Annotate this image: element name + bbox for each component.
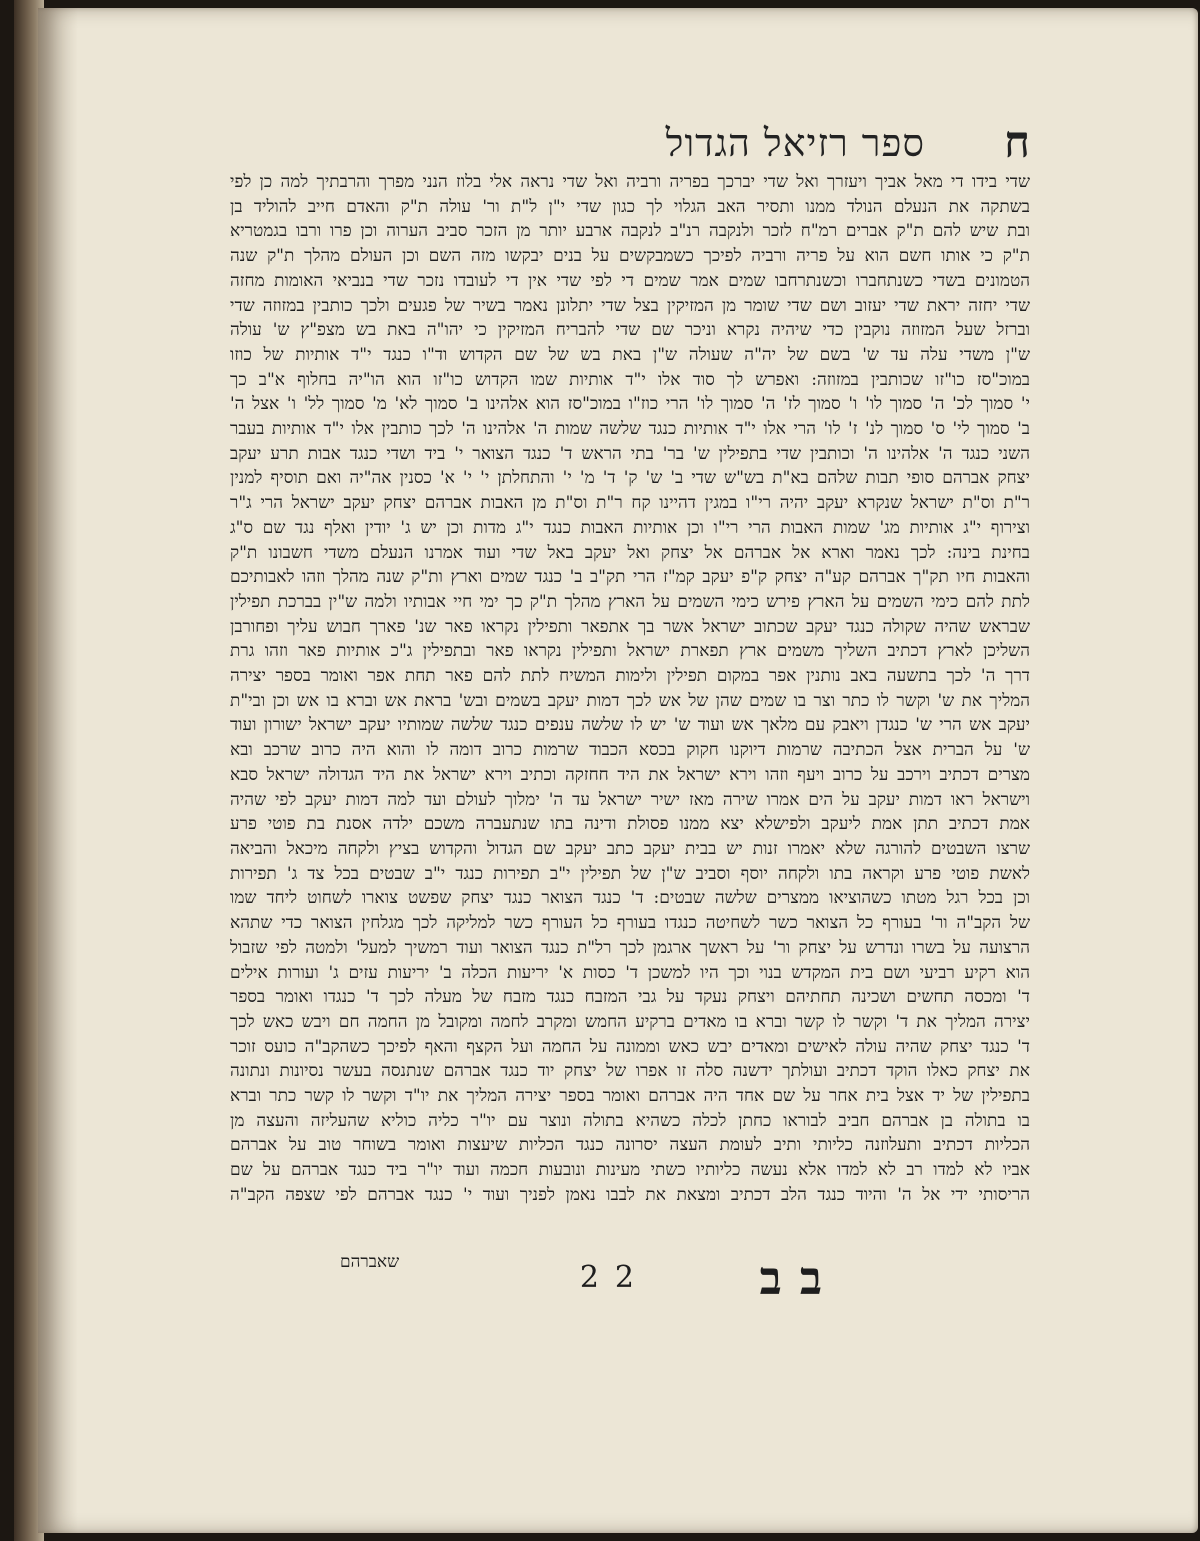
text-line: השליכן לארץ דכתיב השליך משמים ארץ תפארת ישראל ותפילין נקראו פאר ובתפילין ג"כ אותיות פאר וזהו גרת	[230, 641, 1030, 662]
text-line: וישראל ראו דמות יעקב על הים אמרו שירה מאז ישיר ישראל עד ה' ימלוך לעולם ועד למה דמות יעקב לפי שהיה	[230, 789, 1030, 810]
text-line: המליך את ש' וקשר לו כתר וצר בו שמים שהן של אש לכך דמות יעקב בשמים ובש' בראת אש וברא בו אש וכן ובי"ת	[230, 690, 1030, 711]
text-line: ש"ן משדי עלה עד ש' בשם של יה"ה שעולה ש"ן באת בש של שם הקדוש וד"ו כנגד י"ד אותיות של כוזו	[230, 344, 1030, 365]
text-line: הכליות דכתיב ותעלוזנה כליותי ותיב לעומת העצה יסרונה כנגד הכליות שיעצות ואומר בשוחר טוב על אברהם	[230, 1135, 1030, 1156]
text-line: יצירה המליך את ד' וקשר לו קשר וברא בו מאדים ברקיע החמש ומקרב לחמה ומקובל מן החמה חם ויבש כאש לכך	[230, 1011, 1030, 1032]
text-line: שרצו השבטים להורגה שלא יאמרו זנות יש בבית יעקב כתב יעקב שם הגדול והקדוש בציץ ולקחה מיכאל והביאה	[230, 838, 1030, 859]
text-line: בתפילין של יד אצל בית אחר על שם אחד היה אברהם ואומר בספר יצירה המליך את יו"ד וקשר לו קשר כתר וברא	[230, 1086, 1030, 1107]
text-line: השני כנגד ה' אלהינו ה' וכותבין שדי בתפילין ש' בר' בתי הראש ד' כנגד הצואר י' ביד ושדי כנגד אבות תרע יעקב	[230, 443, 1030, 464]
text-line: אמת דכתיב תתן אמת ליעקב ולפישלא יצא ממנו פסולת ודינה בתו שנתעברה משכם ילדה אסנת בת פוטי פרע	[230, 814, 1030, 835]
main-text-block	[230, 170, 1030, 1280]
text-line: ד' ומכסה תחשים ושכינה תחתיהם ויצחק נעקד על גבי המזבח כנגד מזבח של מעלה לכך ד' כנגדו ואומר בספר	[230, 987, 1030, 1008]
text-line: ב' סמוך לי' ס' סמוך לנ' ז' לו' הרי אלו י"ד אותיות כנגד שלשה שמות ה' אלהינו ה' לכך כותבין אלו י"ד אותיות בעבר	[230, 419, 1030, 440]
text-line: שדי יחזה יראת שדי יעזוב ושם שדי שומר מן המזיקין בצל שדי יתלונן נאמר בשיר של פגעים ולכך כותבין במזוזה שדי	[230, 295, 1030, 316]
text-line: בו בתולה בן אברהם חביב לבוראו כחתן לכלה כשהיא בתולה ונוצר עם יו"ר כליה כוליא שהעליזה והעצה מן	[230, 1110, 1030, 1131]
text-line: של הקב"ה ור' בעורף כל הצואר כשר לשחיטה כנגדו בעורף כל העורף כשר למליקה לכך מגלחין הצואר כדי שתהא	[230, 913, 1030, 934]
text-line: וברזל שעל המזוזה נוקבין כדי שיהיה נקרא וניכר שם שדי להבריח המזיקין כי יהו"ה באת בש מצפ"ץ ש' עולה	[230, 320, 1030, 341]
text-line: ש' על הברית אצל הכתיבה שרמות דיוקנו חקוק בכסא הכבוד שרמות כרוב דומה לו והוא היה כרוב שרכב ובא	[230, 740, 1030, 761]
text-line: הריסותי ידי אל ה' והיוד כנגד הלב דכתיב ומצאת את לבבו נאמן לפניך ועוד י' כנגד אברהם לפי שצפה הקב"ה	[230, 1184, 1030, 1205]
text-line: במוכ"סז כו"זו שכותבין במזוזה: ואפרש לך סוד אלו י"ד אותיות שמו הקדוש כו"זו הוא הו"יה בחלוף א"ב כך	[230, 369, 1030, 390]
text-line: מצרים דכתיב וירכב על כרוב ויעף וזהו וירא ישראל את היד חחזקה וכתיב וירא ישראל את היד הגדולה ישראל סבא	[230, 764, 1030, 785]
page-number: 22	[579, 1260, 650, 1295]
text-line: ר"ת וס"ת ישראל שנקרא יעקב יהיה רי"ו במגין דהיינו קח ר"ת וס"ת מן האבות אברהם יצחק יעקב ישראל הרי ג"ר	[230, 493, 1030, 514]
text-line: בחינת בינה: לכך נאמר וארא אל אברהם אל יצחק ואל יעקב באל שדי ועוד אמרנו הנעלם משדי חשבונו ת"ק	[230, 542, 1030, 563]
text-line: שבראש שהיה שקולה כנגד יעקב שכתוב ישראל אשר בך אתפאר ותפילין נקראו פאר שנ' פארך חבוש עליך ופחורבן	[230, 616, 1030, 637]
text-line: והאבות חיו תק"ך אברהם קע"ה יצחק ק"פ יעקב קמ"ז הרי תק"ב ב' כנגד שמים וארץ ות"ק שנה מהלך וזהו לאבותיכם	[230, 567, 1030, 588]
text-line: בשתקה את הנעלם הנולד ממנו ותסיר האב הגלוי לך כגון שדי י"ן ל"ת ור' עולה ת"ק והאדם חייב להוליד בן	[230, 196, 1030, 217]
text-line: יצחק אברהם סופי תבות שלהם בא"ת בש"ש שדי ב' ש' ק' ד' מ' י' והתחלתן י' י' א' כסנין אה"יה ואם תוסיף למנין	[230, 468, 1030, 489]
page-footer	[230, 1250, 1030, 1310]
text-line: דרך ה' לכך בתשעה באב נותנין אפר במקום תפילין ולימות המשיח לתת להם פאר תחת אפר ואומר בספר יצירה	[230, 666, 1030, 687]
text-line: הטמונים בשדי כשנתחברו וכשנתרחבו שמים אמר שמים די לפי שדי אין די לעובדו נזכר שדי בנביאי האומות מחזה	[230, 270, 1030, 291]
text-line: לאשת פוטי פרע וקראה בתו ולקחה יוסף וסביב ש"ן של תפילין י"ב תפירות כנגד י"ב שבטים בכל צד ג' תפירות	[230, 863, 1030, 884]
text-line: הרצועה על בשרו ונדרש על יצחק ור' על ראשך ארגמן לכך רל"ת כנגד הצואר ועוד רמשיך למעל' ולמטה לפי שזבול	[230, 937, 1030, 958]
text-line: י' סמוך לכ' ה' סמוך לו' ו' סמוך לז' ה' סמוך לו' הרי כוז"ו במוכ"סז הוא אלהינו ב' סמוך לא' מ' סמוך לל' ו' אצל ה'	[230, 394, 1030, 415]
text-line: הוא רקיע רביעי ושם בית המקדש בנוי וכך היו למשכן ד' כסות א' יריעות הכלה ב' יריעות עזים ג' ועורות אילים	[230, 962, 1030, 983]
text-line: וכן בכל רגל מטתו כשהוציאו ממצרים שלשה שבטים: ד' כנגד הצואר כנגד יצחק שפשט צוארו לשחוט ליחד שמו	[230, 888, 1030, 909]
text-line: ת"ק כי אותו חשם הוא על פריה ורביה לפיכך כשמבקשים על בנים יבקשו מזה השם וכן העולם מהלך ת"ק שנה	[230, 246, 1030, 267]
text-line: יעקב אש הרי ש' כנגדן ויאבק עם מלאך אש ועוד ש' יש לו שלשה ענפים כנגד שלשה שמותיו יעקב ישראל ישורון ועוד	[230, 715, 1030, 736]
book-title: ספר רזיאל הגדול	[665, 121, 925, 165]
text-line: ובת שיש להם ת"ק אברים רמ"ח לזכר ולנקבה רנ"ב לנקבה ארבע יותר מן הזכר סביב הערוה וכן פרו ורבו בגמטריא	[230, 221, 1030, 242]
running-head	[230, 115, 1030, 171]
text-line: וצירוף י"ג אותיות מג' שמות האבות הרי רי"ו וכן אותיות האבות כנגד י"ג מדות וכן יש ג' יודין ואלף נגד שם ס"ג	[230, 517, 1030, 538]
text-line: את יצחק כאלו הוקד דכתיב ועולתך ידשנה סלה זו אפרו של יצחק יוד כנגד אברהם שנתנסה בעשר נסיונות ונתונה	[230, 1061, 1030, 1082]
text-line: לתת להם כימי השמים על הארץ פירש כימי השמים על הארץ מהלך ת"ק כך ימי חיי אבותיו ולמה ש"ין בברכת תפילין	[230, 591, 1030, 612]
text-line: שדי בידו די מאל אביך ויעזרך ואל שדי יברכך בפריה ורביה ואל שדי נראה אלי בלוז הנני מפרך והרבתיך למה כן לפי	[230, 172, 1030, 192]
folio-letter: ח	[1003, 117, 1030, 168]
printer-signature-mark: בב	[759, 1251, 840, 1305]
text-line: ד' כנגד יצחק שהיה עולה לאישים ומאדים יבש כאש וממונה על החמה ועל הקצף והאף לפיכך כשהקב"ה כועס זוכר	[230, 1036, 1030, 1057]
catchword: שאברהם	[340, 1252, 400, 1272]
text-line: אביו לא למדו רב לא למדו אלא נעשה כליותיו כשתי מעינות ונובעות חכמה ועוד יו"ר ביד כנגד אברהם על שם	[230, 1160, 1030, 1181]
